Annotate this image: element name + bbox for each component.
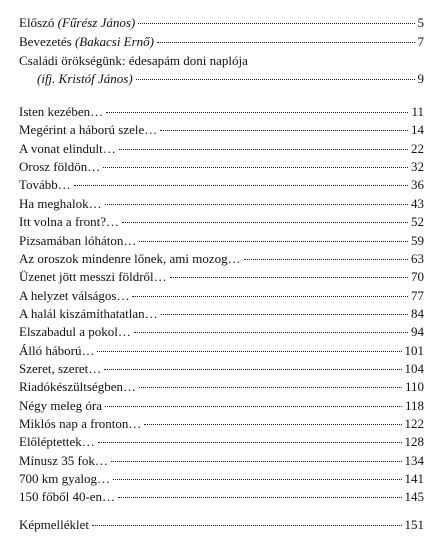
entry-title: Isten kezében… [19, 104, 104, 119]
dot-leader [138, 23, 414, 24]
entry-title: Bevezetés [19, 34, 72, 49]
toc-entry-chapter [19, 471, 424, 487]
entry-page-number: 118 [404, 397, 424, 413]
entry-page-number: 52 [411, 214, 424, 230]
entry-page-number: 145 [404, 489, 424, 505]
entry-title: Orosz földön… [19, 159, 101, 175]
dot-leader [118, 497, 401, 498]
toc-entry-chapter [19, 489, 424, 505]
toc-entry-chapter [19, 104, 424, 120]
entry-page-number: 5 [417, 15, 424, 30]
dot-leader [74, 185, 408, 186]
entry-page-number: 134 [404, 452, 424, 468]
entry-page-number: 77 [411, 287, 424, 303]
dot-leader [119, 149, 408, 150]
dot-leader [244, 259, 408, 260]
dot-leader [170, 277, 408, 278]
dot-leader [136, 79, 415, 80]
entry-title: Szeret, szeret… [19, 360, 102, 376]
toc-entry-chapter [19, 398, 424, 414]
dot-leader [134, 332, 408, 333]
dot-leader [111, 461, 402, 462]
toc-entry-chapter [19, 269, 424, 285]
toc-entry-foreword [19, 15, 424, 31]
dot-leader [103, 167, 408, 168]
entry-author: (ifj. Kristóf János) [37, 71, 133, 86]
toc-entry-chapter [19, 159, 424, 175]
entry-page-number: 11 [411, 104, 424, 119]
dot-leader [139, 241, 408, 242]
dot-leader [157, 42, 414, 43]
entry-page-number: 7 [417, 34, 424, 49]
entry-page-number: 32 [411, 159, 424, 175]
toc-entry-chapter [19, 233, 424, 249]
entry-title: Előléptettek… [19, 434, 95, 450]
entry-page-number: 122 [404, 416, 424, 431]
entry-page-number: 36 [411, 177, 424, 193]
toc-entry-chapter [19, 306, 424, 322]
dot-leader [113, 479, 402, 480]
dot-leader [105, 204, 408, 205]
entry-title: A vonat elindult… [19, 140, 116, 156]
entry-title: 150 főből 40-en… [19, 489, 116, 505]
toc-entry-chapter [19, 196, 424, 212]
toc-entry-chapter [19, 122, 424, 138]
toc-entry-chapter [19, 177, 424, 193]
toc-entry-chapter [19, 361, 424, 377]
dot-leader [161, 314, 408, 315]
entry-author: (Fűrész János) [57, 15, 136, 30]
entry-title: Miklós nap a fronton… [19, 416, 142, 431]
toc-entry-chapter [19, 343, 424, 359]
entry-title: A helyzet válságos… [19, 287, 130, 303]
entry-page-number: 63 [411, 250, 424, 266]
dot-leader [122, 222, 408, 223]
entry-page-number: 59 [411, 232, 424, 248]
toc-entry-chapter [19, 214, 424, 230]
dot-leader [98, 442, 402, 443]
entry-page-number: 110 [404, 379, 424, 395]
entry-title: Itt volna a front?… [19, 214, 119, 230]
entry-page-number: 101 [404, 342, 424, 358]
entry-title: Képmelléklet [19, 517, 90, 532]
entry-title: Mínusz 35 fok… [19, 452, 108, 468]
entry-title: 700 km gyalog… [19, 471, 110, 486]
entry-title: Riadókészültségben… [19, 379, 136, 395]
entry-title: Ha meghalok… [19, 195, 102, 211]
entry-page-number: 70 [411, 269, 424, 285]
entry-page-number: 151 [404, 517, 424, 532]
toc-entry-chapter [19, 416, 424, 432]
entry-author: (Bakacsi Ernő) [74, 34, 155, 49]
toc-entry-introduction [19, 34, 424, 50]
entry-page-number: 22 [411, 140, 424, 156]
entry-title: Elszabadul a pokol… [19, 324, 131, 340]
entry-page-number: 84 [411, 305, 424, 321]
dot-leader [92, 525, 401, 526]
toc-entry-diary-heading: Családi örökségünk: édesapám doni naplója [19, 53, 248, 68]
toc-entry-diary-author [37, 71, 424, 87]
entry-title: Négy meleg óra [19, 397, 103, 413]
dot-leader [160, 130, 408, 131]
toc-entry-chapter [19, 141, 424, 157]
entry-title: Tovább… [19, 177, 71, 193]
entry-title: Előszó [19, 15, 55, 30]
dot-leader [97, 351, 401, 352]
entry-page-number: 128 [404, 434, 424, 450]
toc-entry-chapter [19, 453, 424, 469]
entry-page-number: 9 [417, 71, 424, 86]
entry-page-number: 94 [411, 324, 424, 340]
entry-page-number: 141 [404, 471, 424, 486]
entry-page-number: 14 [411, 122, 424, 138]
dot-leader [104, 369, 401, 370]
entry-title: Az oroszok mindenre lőnek, ami mozog… [19, 250, 241, 266]
toc-entry-chapter [19, 434, 424, 450]
entry-title: Álló háború… [19, 342, 95, 358]
entry-title: Megérint a háború szele… [19, 122, 158, 138]
dot-leader [106, 112, 408, 113]
toc-entry-chapter [19, 379, 424, 395]
entry-page-number: 43 [411, 195, 424, 211]
entry-title: A halál kiszámíthatatlan… [19, 305, 158, 321]
toc-entry-chapter [19, 288, 424, 304]
dot-leader [139, 387, 402, 388]
entry-title: Üzenet jött messzi földről… [19, 269, 167, 285]
toc-entry-chapter [19, 251, 424, 267]
dot-leader [105, 406, 402, 407]
dot-leader [132, 296, 408, 297]
entry-title: Pizsamában lóháton… [19, 232, 137, 248]
toc-entry-chapter [19, 324, 424, 340]
toc-entry-appendix [19, 517, 424, 533]
entry-page-number: 104 [404, 360, 424, 376]
dot-leader [144, 424, 401, 425]
